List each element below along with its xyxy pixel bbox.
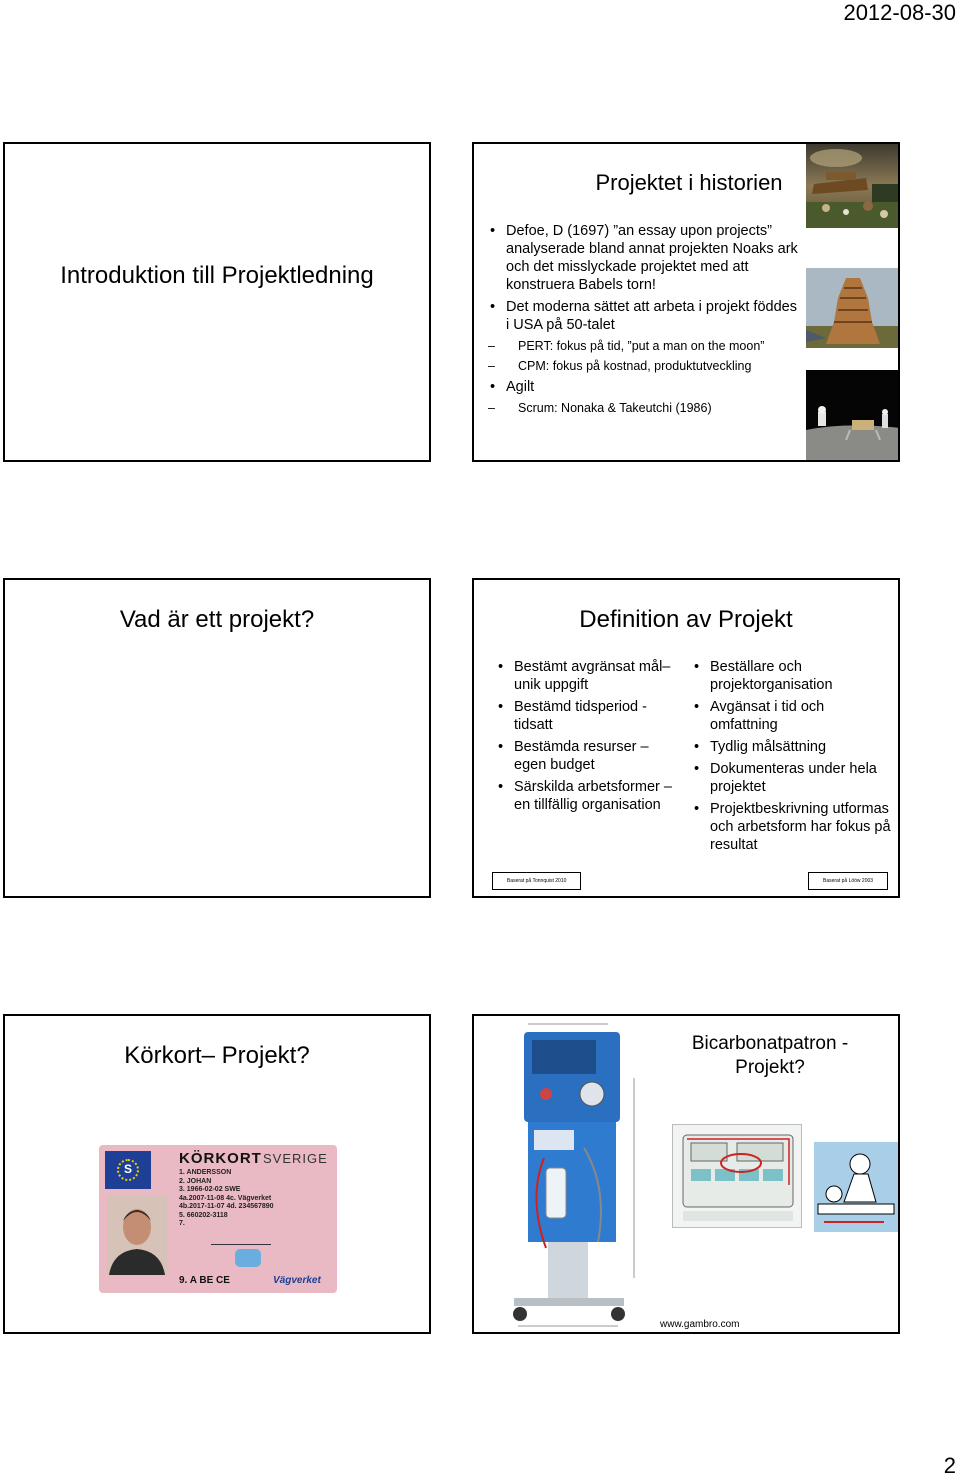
list-item: • Tydlig målsättning xyxy=(692,738,892,756)
image-credit: www.gambro.com xyxy=(660,1319,740,1330)
driving-license-card xyxy=(99,1145,337,1293)
list-item-text: Agilt xyxy=(506,379,535,395)
slide-bicarbonatpatron xyxy=(472,1014,900,1334)
list-item xyxy=(488,378,804,416)
moon-landing-photo xyxy=(806,370,900,462)
source-note-right: Baserat på Lööw 2003 xyxy=(808,872,888,890)
slide-korkort-projekt xyxy=(3,1014,431,1334)
slide-title: Definition av Projekt xyxy=(579,606,793,633)
slide-vad-ar-ett-projekt xyxy=(3,578,431,898)
card-heading-country: SVERIGE xyxy=(263,1151,328,1166)
noahs-ark-painting xyxy=(806,144,900,228)
source-note-left: Baserat på Tonnquist 2010 xyxy=(492,872,581,890)
card-photo xyxy=(107,1195,167,1275)
cartoon-illustration xyxy=(814,1142,898,1232)
card-hologram xyxy=(235,1249,261,1267)
slide-title: Projektet i historien xyxy=(595,170,783,195)
list-item: • Bestämda resurser – egen budget xyxy=(496,738,684,774)
definition-list-right xyxy=(692,658,892,858)
slide-title: Vad är ett projekt? xyxy=(119,606,315,633)
slide-projektet-i-historien xyxy=(472,142,900,462)
slide-title: Introduktion till Projektledning xyxy=(60,262,374,289)
tower-of-babel-painting xyxy=(806,268,900,348)
machine-panel-image xyxy=(672,1124,802,1228)
slide-title: Bicarbonatpatron - Projekt? xyxy=(691,1033,849,1078)
card-details: 1. ANDERSSON 2. JOHAN 3. 1966-02-02 SWE 4a.2007-11-08 4c. Vägverket 4b.2017-11-07 4d. 234567890 5. 660202-3118 7. xyxy=(179,1169,274,1227)
eu-flag-icon: S xyxy=(105,1151,151,1189)
sub-list-item: – CPM: fokus på kostnad, produktutveckling xyxy=(488,358,804,374)
list-item: • Beställare och projektorganisation xyxy=(692,658,892,694)
card-category: 9. A BE CE xyxy=(179,1275,230,1286)
list-item: • Bestämd tidsperiod - tidsatt xyxy=(496,698,684,734)
card-signature xyxy=(211,1235,271,1245)
list-item: • Avgänsat i tid och omfattning xyxy=(692,698,892,734)
list-item: • Defoe, D (1697) ”an essay upon projects” analyserade bland annat projekten Noaks ark och det misslyckade projektet med att konstruera Babels torn! xyxy=(488,222,804,294)
slide-title: Körkort– Projekt? xyxy=(124,1042,310,1069)
list-item: • Bestämt avgränsat mål– unik uppgift xyxy=(496,658,684,694)
slide-introduction xyxy=(3,142,431,462)
header-date: 2012-08-30 xyxy=(843,0,956,25)
slide-definition-av-projekt xyxy=(472,578,900,898)
page-number: 2 xyxy=(943,1453,956,1478)
list-item: • Projektbeskrivning utformas och arbetsform har fokus på resultat xyxy=(692,800,892,854)
sub-list-item: – PERT: fokus på tid, ”put a man on the moon” xyxy=(488,338,804,354)
card-issuer: Vägverket xyxy=(273,1275,321,1286)
dialysis-machine-image xyxy=(488,1018,652,1334)
bullet-list xyxy=(488,222,804,420)
definition-list-left xyxy=(496,658,684,818)
list-item xyxy=(488,298,804,374)
card-heading: KÖRKORT xyxy=(179,1150,262,1167)
list-item: • Dokumenteras under hela projektet xyxy=(692,760,892,796)
list-item: • Särskilda arbetsformer – en tillfällig organisation xyxy=(496,778,684,814)
sub-list-item: – Scrum: Nonaka & Takeutchi (1986) xyxy=(488,400,804,416)
list-item-text: Det moderna sättet att arbeta i projekt föddes i USA på 50-talet xyxy=(506,299,797,333)
